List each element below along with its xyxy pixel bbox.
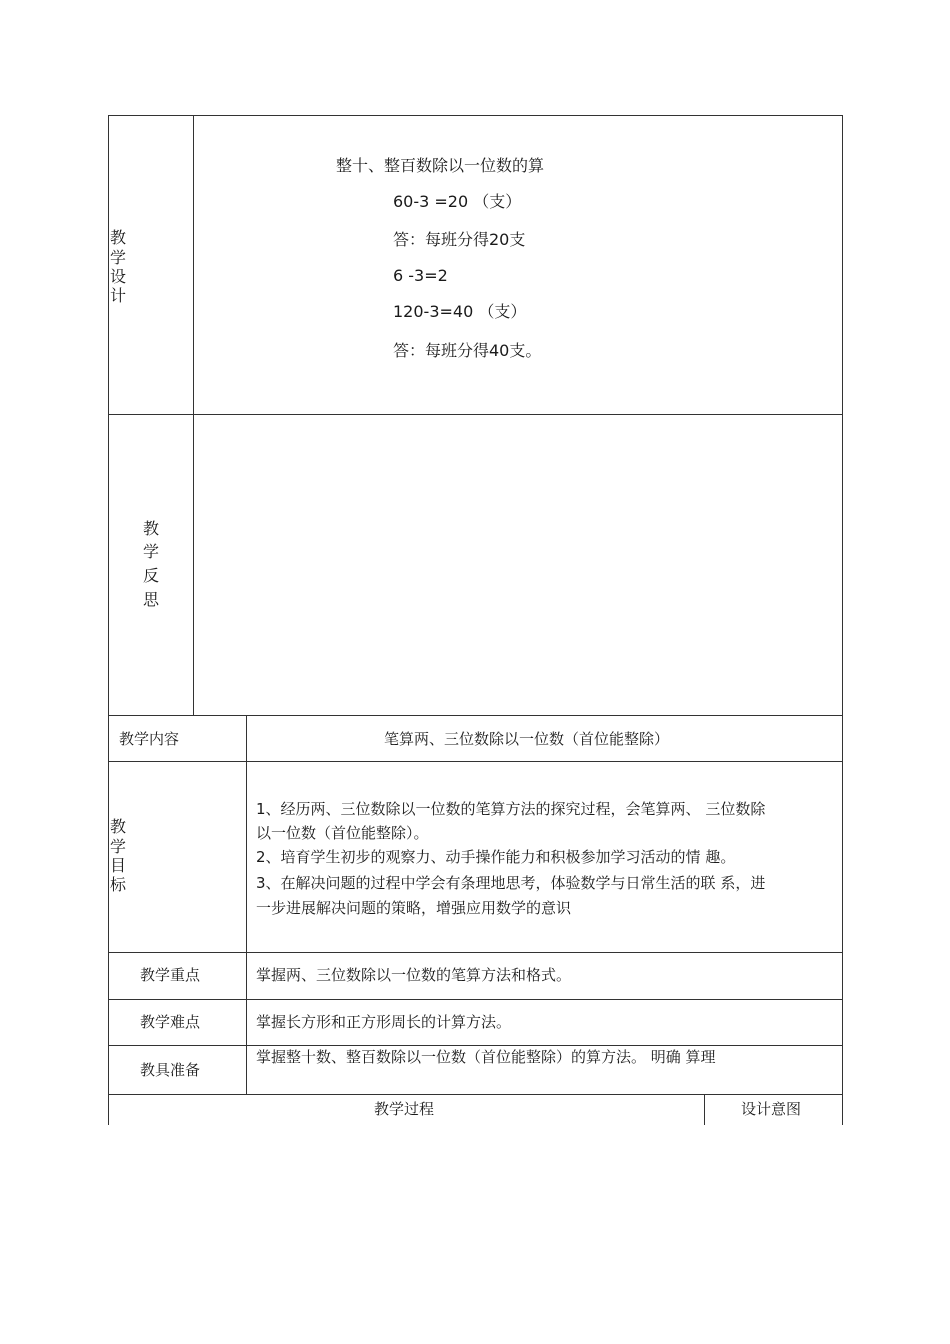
- reflection-label-char: 教: [143, 519, 160, 538]
- design-label-char: 学: [110, 248, 127, 267]
- objectives-label-char: 目: [110, 856, 127, 875]
- tools-label: 教具准备: [140, 1061, 201, 1079]
- process-label: 教学过程: [374, 1100, 435, 1118]
- objective-line: 1、经历两、三位数除以一位数的笔算方法的探究过程，会笔算两、 三位数除: [256, 800, 766, 818]
- design-line: 120-3=40 （支）: [393, 302, 527, 321]
- objectives-label-char: 学: [110, 837, 127, 856]
- reflection-label-char: 反: [143, 566, 160, 585]
- objective-line: 以一位数（首位能整除）。: [256, 824, 429, 842]
- objective-line: 一步进展解决问题的策略，增强应用数学的意识: [256, 899, 572, 917]
- difficulty-label: 教学难点: [140, 1013, 201, 1031]
- design-label-char: 教: [110, 228, 127, 247]
- content-label: 教学内容: [119, 730, 180, 748]
- content-value: 笔算两、三位数除以一位数（首位能整除）: [384, 730, 670, 748]
- objectives-label-char: 教: [110, 817, 127, 836]
- reflection-label-char: 学: [143, 542, 160, 561]
- reflection-label-char: 思: [143, 590, 160, 609]
- design-line: 60-3 =20 （支）: [393, 192, 522, 211]
- design-label-char: 设: [110, 267, 127, 286]
- key-point-value: 掌握两、三位数除以一位数的笔算方法和格式。: [256, 966, 572, 984]
- objective-line: 3、在解决问题的过程中学会有条理地思考，体验数学与日常生活的联 系，进: [256, 874, 766, 892]
- difficulty-value: 掌握长方形和正方形周长的计算方法。: [256, 1013, 512, 1031]
- design-heading: 整十、整百数除以一位数的算: [336, 156, 545, 175]
- key-point-label: 教学重点: [140, 966, 201, 984]
- design-line: 答：每班分得40支。: [393, 341, 542, 360]
- design-line: 6 -3=2: [393, 266, 448, 285]
- design-line: 答：每班分得20支: [393, 230, 526, 249]
- objectives-label-char: 标: [110, 875, 127, 894]
- tools-value: 掌握整十数、整百数除以一位数（首位能整除）的算方法。 明确 算理: [256, 1048, 716, 1066]
- objective-line: 2、培育学生初步的观察力、动手操作能力和积极参加学习活动的情 趣。: [256, 848, 736, 866]
- design-label-char: 计: [110, 286, 127, 305]
- intent-label: 设计意图: [741, 1100, 802, 1118]
